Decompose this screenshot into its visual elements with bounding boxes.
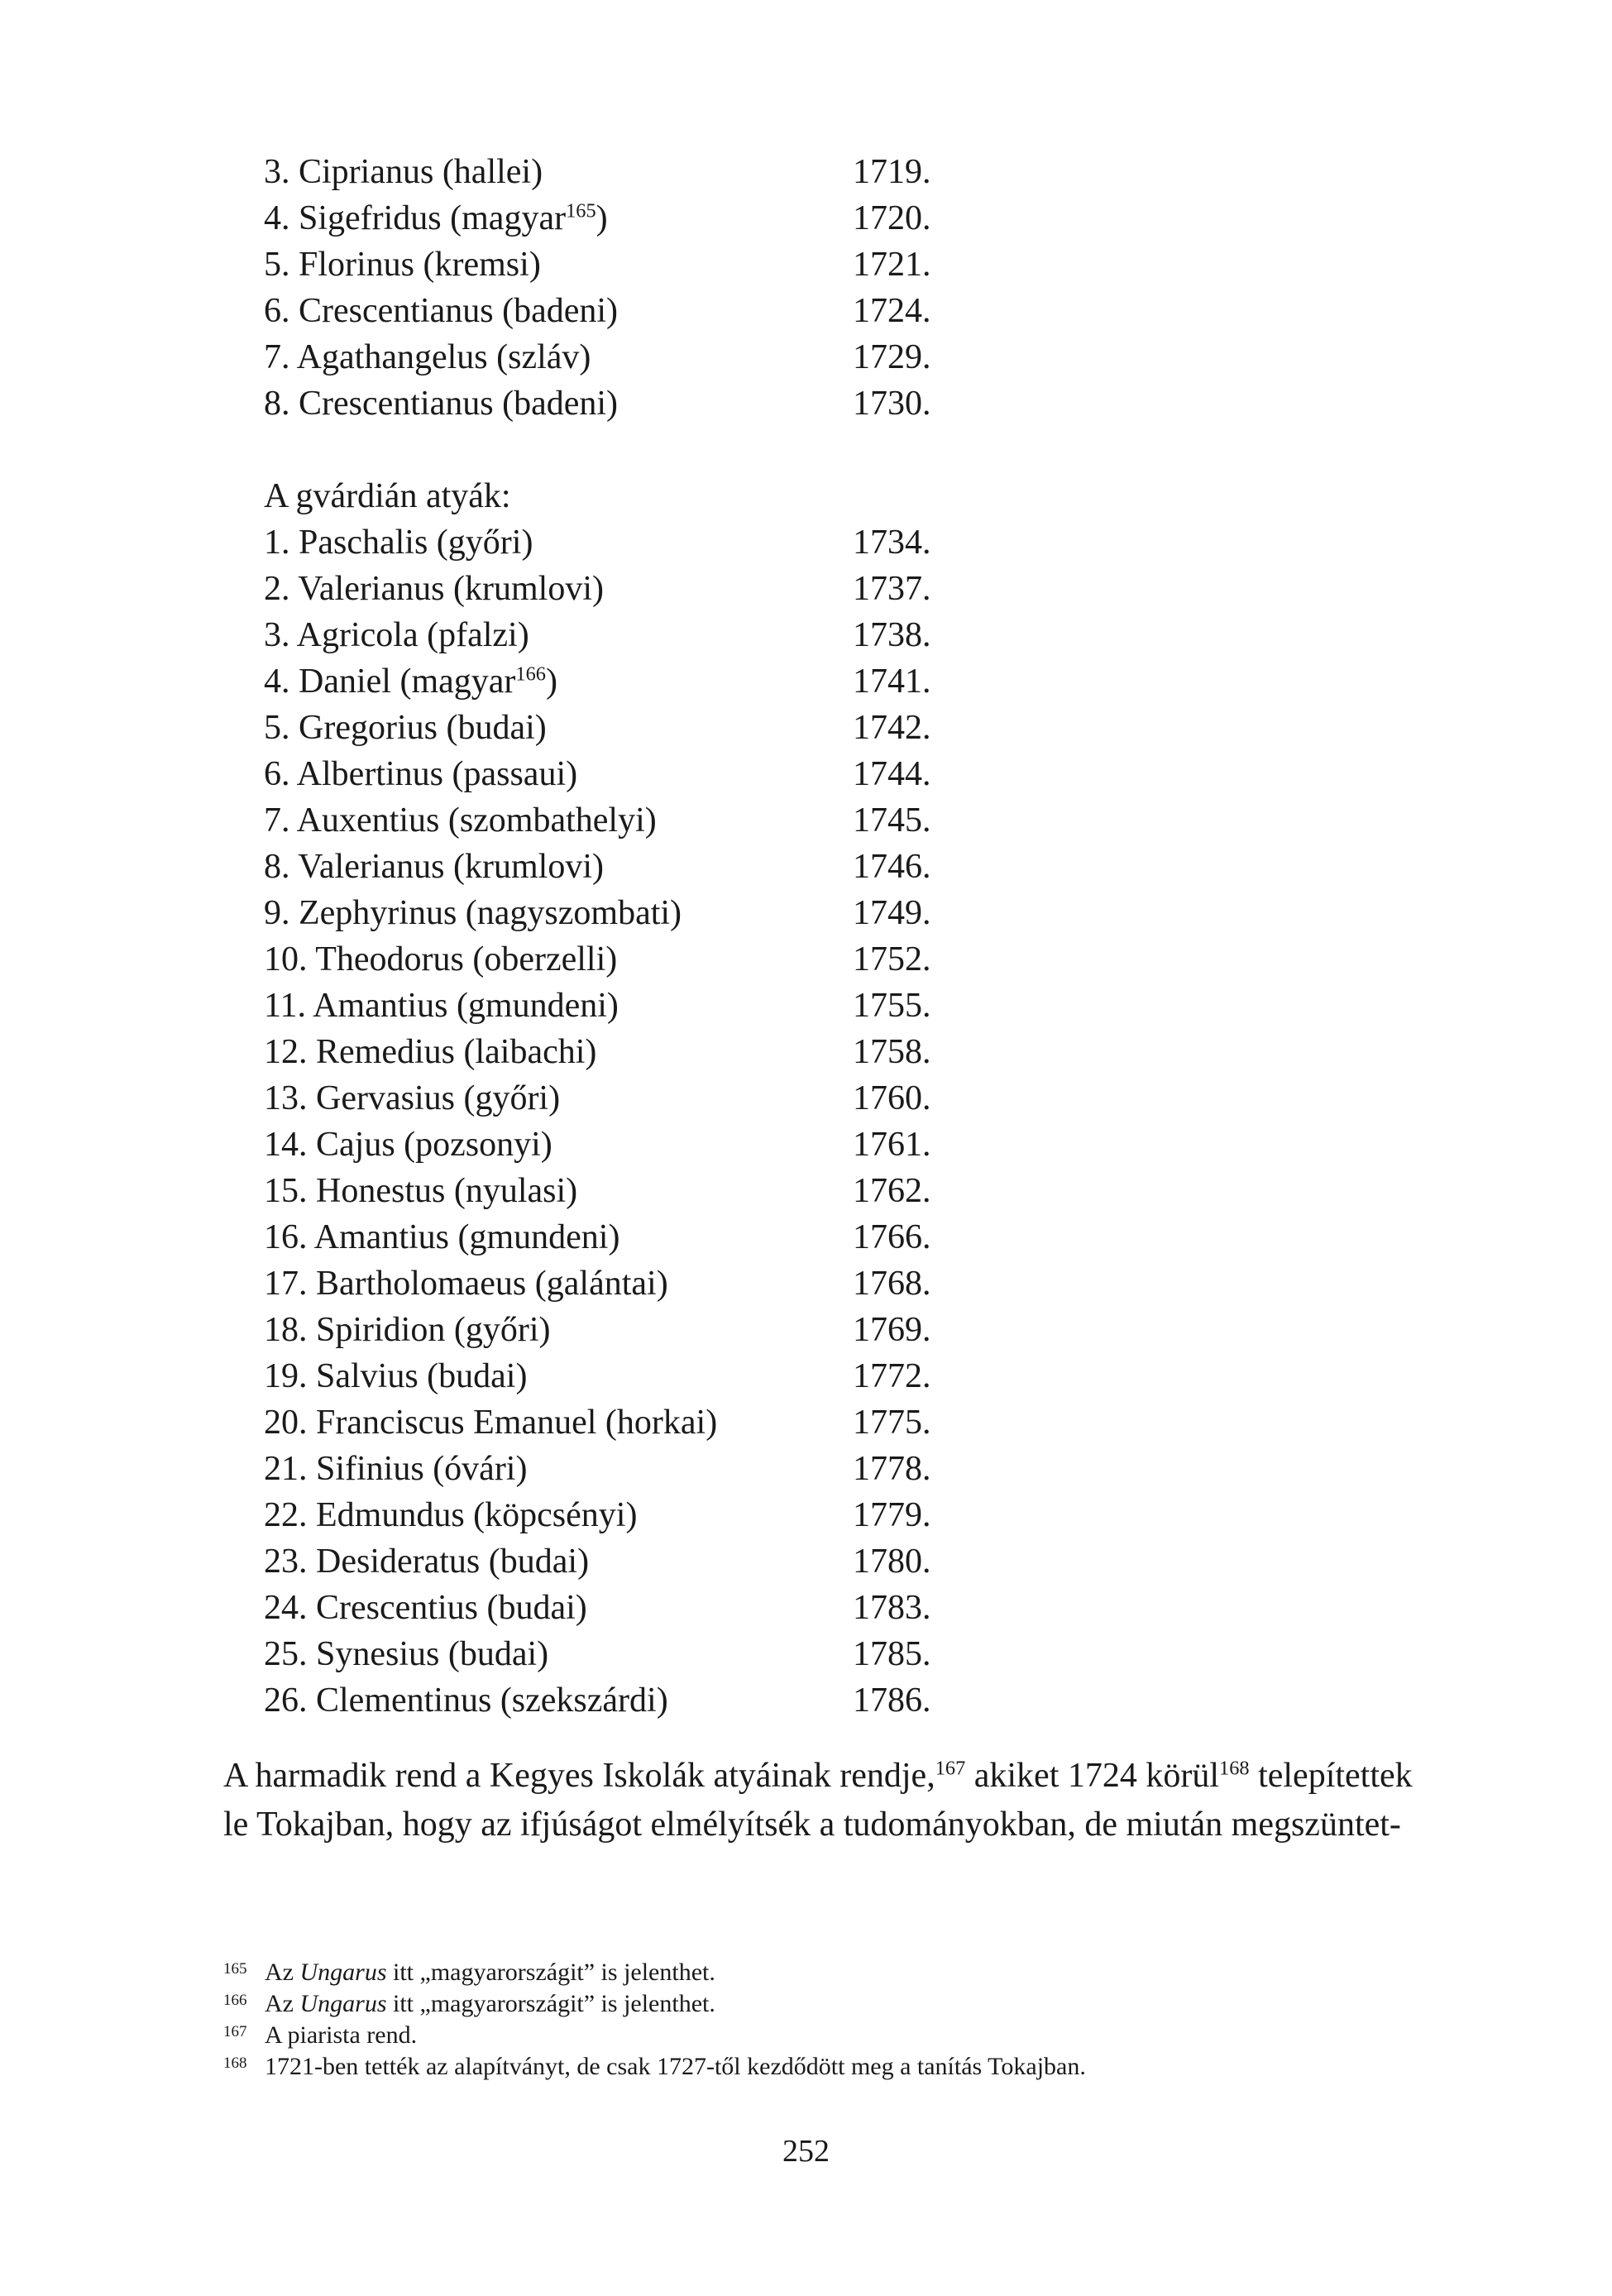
footnote-ref: 168 <box>1219 1757 1250 1780</box>
list-item-name-tail: ) <box>545 662 557 701</box>
list-item <box>264 1446 1008 1492</box>
footnote-italic: Ungarus <box>299 1990 387 2017</box>
footnote <box>223 2020 1464 2051</box>
list-item-name <box>264 334 591 380</box>
list-item <box>264 1214 1008 1260</box>
list-item-name-text: 4. Sigefridus (magyar <box>264 199 567 237</box>
paragraph-text: A harmadik rend a Kegyes Iskolák atyáinak rendje, <box>223 1757 935 1795</box>
list-item-name <box>264 1399 717 1446</box>
list-item <box>264 1399 1008 1446</box>
list-item-year: 1752. <box>853 940 931 978</box>
list-item-name-text: 2. Valerianus (krumlovi) <box>264 570 604 608</box>
list-item-name <box>264 242 541 288</box>
list-item-year: 1749. <box>853 894 931 932</box>
list-item-name-text: 8. Crescentianus (badeni) <box>264 385 619 423</box>
body-paragraph <box>223 1752 1480 1849</box>
list-item <box>264 1353 1008 1399</box>
footnote-text <box>265 2020 417 2051</box>
list-item-name-text: 7. Auxentius (szombathelyi) <box>264 801 657 839</box>
list-item-name <box>264 1585 587 1631</box>
list-item <box>264 797 1008 844</box>
footnotes <box>223 1957 1464 2083</box>
list-item-year: 1758. <box>853 1033 931 1071</box>
list-item-year: 1761. <box>853 1126 931 1164</box>
list-item-name-text: 3. Ciprianus (hallei) <box>264 153 543 191</box>
list-item-year: 1721. <box>853 246 931 284</box>
list-item-name-text: 10. Theodorus (oberzelli) <box>264 940 618 978</box>
list-item <box>264 380 1008 427</box>
footnote-number: 167 <box>223 2023 247 2040</box>
list-guardian-section <box>264 519 1008 1724</box>
list-item-name-tail: ) <box>596 199 608 237</box>
list-item-name-text: 3. Agricola (pfalzi) <box>264 616 529 654</box>
list-item-name-text: 23. Desideratus (budai) <box>264 1543 590 1581</box>
list-item-year: 1769. <box>853 1311 931 1349</box>
list-item <box>264 519 1008 566</box>
list-item-year: 1755. <box>853 987 931 1025</box>
list-item <box>264 149 1008 195</box>
list-item <box>264 1677 1008 1724</box>
list-item-year: 1720. <box>853 199 931 237</box>
list-item <box>264 1307 1008 1353</box>
list-item-name <box>264 1446 527 1492</box>
footnote-ref: 165 <box>566 199 596 222</box>
paragraph-line-1 <box>223 1752 1480 1801</box>
list-item <box>264 1075 1008 1122</box>
list-item-name <box>264 1492 637 1538</box>
list-item <box>264 1538 1008 1585</box>
list-item-name <box>264 195 608 242</box>
list-item <box>264 751 1008 797</box>
list-item-year: 1738. <box>853 616 931 654</box>
list-item-name <box>264 566 604 612</box>
list-item-name-text: 17. Bartholomaeus (galántai) <box>264 1265 668 1303</box>
list-item <box>264 242 1008 288</box>
list-item-name <box>264 288 618 334</box>
list-item-name <box>264 1122 552 1168</box>
list-item-year: 1786. <box>853 1681 931 1720</box>
list-item-year: 1742. <box>853 709 931 747</box>
footnote-number: 165 <box>223 1960 247 1978</box>
list-item-name <box>264 1214 619 1260</box>
list-item-year: 1780. <box>853 1543 931 1581</box>
list-item-name-text: 12. Remedius (laibachi) <box>264 1033 597 1071</box>
list-item-name <box>264 797 657 844</box>
list-item-name <box>264 751 577 797</box>
list-item-year: 1785. <box>853 1635 931 1673</box>
list-item-name <box>264 1677 668 1724</box>
list-item-name <box>264 1631 548 1677</box>
list-item-year: 1746. <box>853 848 931 886</box>
footnote-text-part: itt „magyarországit” is jelenthet. <box>386 1990 715 2017</box>
list-item-name-text: 20. Franciscus Emanuel (horkai) <box>264 1404 718 1442</box>
list-item-year: 1775. <box>853 1404 931 1442</box>
list-item-name-text: 21. Sifinius (óvári) <box>264 1450 528 1488</box>
list-item-name-text: 22. Edmundus (köpcsényi) <box>264 1496 638 1534</box>
list-item-name-text: 9. Zephyrinus (nagyszombati) <box>264 894 682 932</box>
list-item <box>264 890 1008 936</box>
list-item-name-text: 24. Crescentius (budai) <box>264 1589 587 1627</box>
footnote-text-part: itt „magyarországit” is jelenthet. <box>386 1959 715 1986</box>
list-item-year: 1719. <box>853 153 931 191</box>
list-item <box>264 1029 1008 1075</box>
list-item-name-text: 6. Crescentianus (badeni) <box>264 292 619 330</box>
list-item-name-text: 7. Agathangelus (szláv) <box>264 338 591 376</box>
footnote-text <box>265 1988 715 2020</box>
list-item-name <box>264 705 547 751</box>
list-item-year: 1729. <box>853 338 931 376</box>
list-item-name <box>264 1538 589 1585</box>
footnote-number: 166 <box>223 1992 247 2009</box>
list-spacer <box>264 427 1008 473</box>
list-item-name-text: 6. Albertinus (passaui) <box>264 755 578 793</box>
list-item-name <box>264 149 543 195</box>
list-item-name-text: 25. Synesius (budai) <box>264 1635 549 1673</box>
list-item-name-text: 5. Florinus (kremsi) <box>264 246 541 284</box>
list-item <box>264 936 1008 983</box>
list-item <box>264 334 1008 380</box>
footnote-text <box>265 1957 715 1988</box>
list-item-name-text: 18. Spiridion (győri) <box>264 1311 551 1349</box>
footnote <box>223 2051 1464 2083</box>
footnote-ref: 166 <box>515 662 546 686</box>
footnote <box>223 1988 1464 2020</box>
list-item <box>264 983 1008 1029</box>
list-item-name-text: 16. Amantius (gmundeni) <box>264 1218 620 1256</box>
list-item-year: 1744. <box>853 755 931 793</box>
list-item-year: 1724. <box>853 292 931 330</box>
list-item-name <box>264 612 529 658</box>
list-item-name-text: 19. Salvius (budai) <box>264 1357 528 1395</box>
footnote-text-part: 1721-ben tették az alapítványt, de csak 1727-től kezdődött meg a tanítás Tokajban. <box>265 2053 1086 2080</box>
list-item-name <box>264 1075 560 1122</box>
list-item <box>264 1260 1008 1307</box>
list-item-name <box>264 380 618 427</box>
paragraph-line-2: le Tokajban, hogy az ifjúságot elmélyítsék a tudományokban, de miután megszüntet- <box>223 1806 1401 1844</box>
list-item <box>264 566 1008 612</box>
page-number: 252 <box>782 2134 830 2169</box>
list-item-year: 1741. <box>853 662 931 701</box>
footnote-italic: Ungarus <box>299 1959 387 1986</box>
list-item <box>264 1122 1008 1168</box>
list-item-name-text: 8. Valerianus (krumlovi) <box>264 848 604 886</box>
list-item-year: 1730. <box>853 385 931 423</box>
footnote <box>223 1957 1464 1988</box>
prior-list <box>264 149 1008 1724</box>
list-item-year: 1783. <box>853 1589 931 1627</box>
list-item-name-text: 5. Gregorius (budai) <box>264 709 547 747</box>
list-item-name <box>264 658 557 705</box>
paragraph-text: telepítettek <box>1249 1757 1413 1795</box>
footnote-text-part: Az <box>265 1959 300 1986</box>
list-item-name-text: 14. Cajus (pozsonyi) <box>264 1126 552 1164</box>
list-item-name <box>264 519 533 566</box>
list-item <box>264 195 1008 242</box>
list-item <box>264 658 1008 705</box>
list-item <box>264 705 1008 751</box>
list-item-year: 1778. <box>853 1450 931 1488</box>
list-item <box>264 1631 1008 1677</box>
list-item <box>264 288 1008 334</box>
footnote-text-part: Az <box>265 1990 300 2017</box>
list-item <box>264 1168 1008 1214</box>
list-item <box>264 844 1008 890</box>
footnote-text <box>265 2051 1086 2083</box>
list-item-name <box>264 1029 596 1075</box>
list-item-year: 1772. <box>853 1357 931 1395</box>
list-item-name <box>264 983 619 1029</box>
list-item-name-text: 4. Daniel (magyar <box>264 662 516 701</box>
list-item-year: 1737. <box>853 570 931 608</box>
list-item-name <box>264 1353 527 1399</box>
list-item-year: 1762. <box>853 1172 931 1210</box>
list-item-name <box>264 890 682 936</box>
list-item-name <box>264 1307 550 1353</box>
list-item <box>264 612 1008 658</box>
paragraph-text: akiket 1724 körül <box>965 1757 1220 1795</box>
list-item-name-text: 11. Amantius (gmundeni) <box>264 987 619 1025</box>
list-item-year: 1734. <box>853 524 931 562</box>
list-item-year: 1745. <box>853 801 931 839</box>
footnote-ref: 167 <box>935 1757 966 1780</box>
list-first-section <box>264 149 1008 427</box>
footnote-number: 168 <box>223 2054 247 2072</box>
list-item-year: 1779. <box>853 1496 931 1534</box>
footnote-text-part: A piarista rend. <box>265 2021 418 2049</box>
list-item <box>264 1492 1008 1538</box>
list-item-name-text: 15. Honestus (nyulasi) <box>264 1172 578 1210</box>
list-item-name <box>264 1260 668 1307</box>
list-item-name <box>264 1168 577 1214</box>
list-item <box>264 1585 1008 1631</box>
list-item-year: 1766. <box>853 1218 931 1256</box>
list-item-year: 1768. <box>853 1265 931 1303</box>
list-heading: A gvárdián atyák: <box>264 477 511 515</box>
list-item-name-text: 1. Paschalis (győri) <box>264 524 533 562</box>
list-item-name <box>264 844 604 890</box>
list-item-name-text: 26. Clementinus (szekszárdi) <box>264 1681 668 1720</box>
list-item-year: 1760. <box>853 1079 931 1117</box>
list-item-name <box>264 936 617 983</box>
list-item-name-text: 13. Gervasius (győri) <box>264 1079 561 1117</box>
